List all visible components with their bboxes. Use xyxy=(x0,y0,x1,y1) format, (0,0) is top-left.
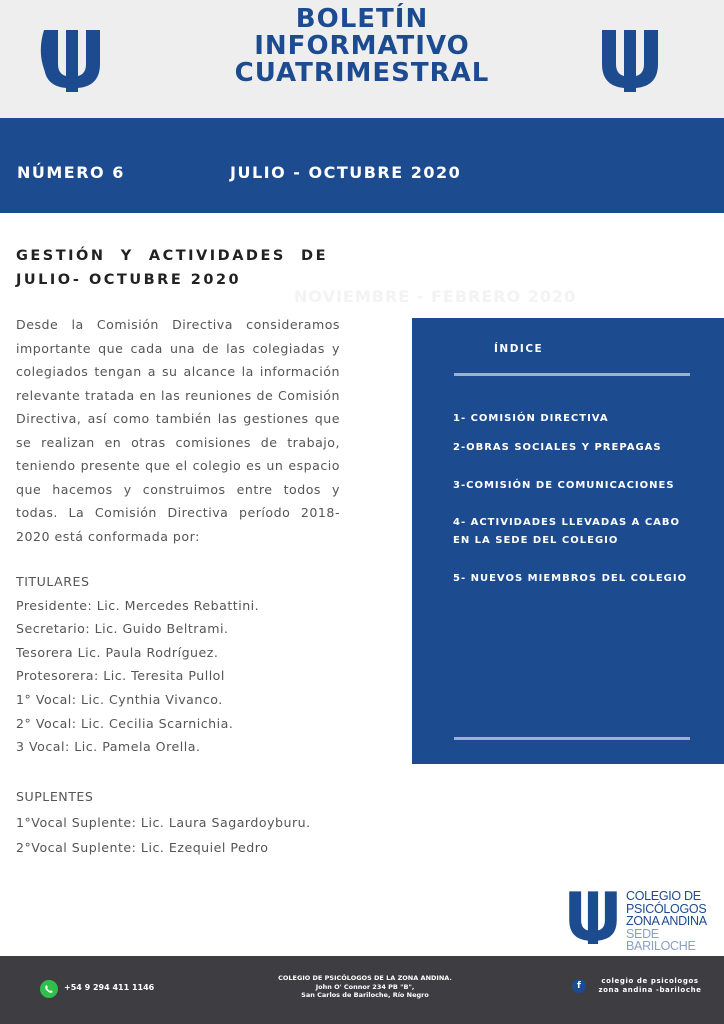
brand-line: COLEGIO DE xyxy=(626,889,701,903)
address-line: COLEGIO DE PSICÓLOGOS DE LA ZONA ANDINA. xyxy=(278,974,452,982)
suplentes-list xyxy=(16,785,356,860)
title-line: CUATRIMESTRAL xyxy=(234,58,490,88)
brand-line: SEDE BARILOCHE xyxy=(626,926,696,953)
psi-icon xyxy=(564,888,622,944)
psi-logo-right xyxy=(596,26,664,92)
list-item: 1°Vocal Suplente: Lic. Laura Sagardoyburu. xyxy=(16,814,311,830)
index-item[interactable]: 2-OBRAS SOCIALES Y PREPAGAS xyxy=(453,442,662,453)
title-word: GESTIÓN xyxy=(16,248,106,264)
title-line: BOLETÍN xyxy=(295,4,429,34)
college-logo xyxy=(562,886,712,953)
index-item[interactable]: 5- NUEVOS MIEMBROS DEL COLEGIO xyxy=(453,573,688,584)
index-rule-bottom xyxy=(454,737,690,740)
psi-logo-left xyxy=(38,26,106,92)
footer xyxy=(0,956,724,1024)
social-handle[interactable] xyxy=(594,977,706,994)
social-line: zona andina -bariloche xyxy=(598,985,702,994)
list-heading: TITULARES xyxy=(16,574,90,589)
whatsapp-icon[interactable] xyxy=(40,980,58,998)
issue-bar xyxy=(0,118,724,213)
title-word: Y xyxy=(120,248,134,264)
index-item[interactable]: 3-COMISIÓN DE COMUNICACIONES xyxy=(453,480,675,491)
index-item[interactable]: EN LA SEDE DEL COLEGIO xyxy=(453,535,619,546)
list-item: 1° Vocal: Lic. Cynthia Vivanco. xyxy=(16,691,223,707)
brand-line: ZONA ANDINA xyxy=(626,914,707,928)
title-word: DE xyxy=(301,248,328,264)
address-line: John O' Connor 234 PB "B", xyxy=(315,982,415,991)
issue-number: NÚMERO 6 xyxy=(17,163,125,182)
bulletin-title xyxy=(160,6,564,87)
list-item: Presidente: Lic. Mercedes Rebattini. xyxy=(16,597,260,613)
list-item: Protesorera: Lic. Teresita Pullol xyxy=(16,668,225,684)
facebook-icon[interactable]: f xyxy=(572,979,586,993)
ghost-text: NOVIEMBRE - FEBRERO 2020 xyxy=(294,287,577,306)
list-item: 3 Vocal: Lic. Pamela Orella. xyxy=(16,739,201,755)
list-item: 2°Vocal Suplente: Lic. Ezequiel Pedro xyxy=(16,840,269,856)
intro-paragraph: Desde la Comisión Directiva consideramos importante que cada una de las colegiadas y colegiados tengan a su alcance la información relevante tratada en las reuniones de Comisión Directiva, así como también las gestiones que se realizan en otras comisiones de trabajo, teniendo presente que el colegio es un espacio que hacemos y construimos entre todos y todas. La Comisión Directiva período 2018- 2020 está conformada por: xyxy=(16,317,340,544)
title-line: INFORMATIVO xyxy=(254,31,470,61)
social-line: colegio de psicologos xyxy=(601,977,699,985)
list-heading: SUPLENTES xyxy=(16,789,94,804)
index-heading: ÍNDICE xyxy=(494,343,544,355)
phone-number[interactable]: +54 9 294 411 1146 xyxy=(64,983,155,992)
list-item: 2° Vocal: Lic. Cecilia Scarnichia. xyxy=(16,715,234,731)
address xyxy=(260,974,470,1000)
brand-line: PSICÓLOGOS xyxy=(626,901,707,916)
index-panel xyxy=(412,318,724,764)
index-item[interactable]: 1- COMISIÓN DIRECTIVA xyxy=(453,413,609,424)
issue-period: JULIO - OCTUBRE 2020 xyxy=(230,163,462,182)
address-line: San Carlos de Bariloche, Río Negro xyxy=(301,991,429,999)
list-item: Tesorera Lic. Paula Rodríguez. xyxy=(16,644,219,660)
index-item[interactable]: 4- ACTIVIDADES LLEVADAS A CABO xyxy=(453,517,681,528)
list-item: Secretario: Lic. Guido Beltrami. xyxy=(16,621,229,637)
index-rule-top xyxy=(454,373,690,376)
header xyxy=(0,0,724,118)
section-title xyxy=(16,244,328,292)
titulares-list xyxy=(16,570,356,759)
college-name xyxy=(626,890,712,953)
title-line-2: JULIO- OCTUBRE 2020 xyxy=(16,272,242,288)
title-word: ACTIVIDADES xyxy=(148,248,286,264)
